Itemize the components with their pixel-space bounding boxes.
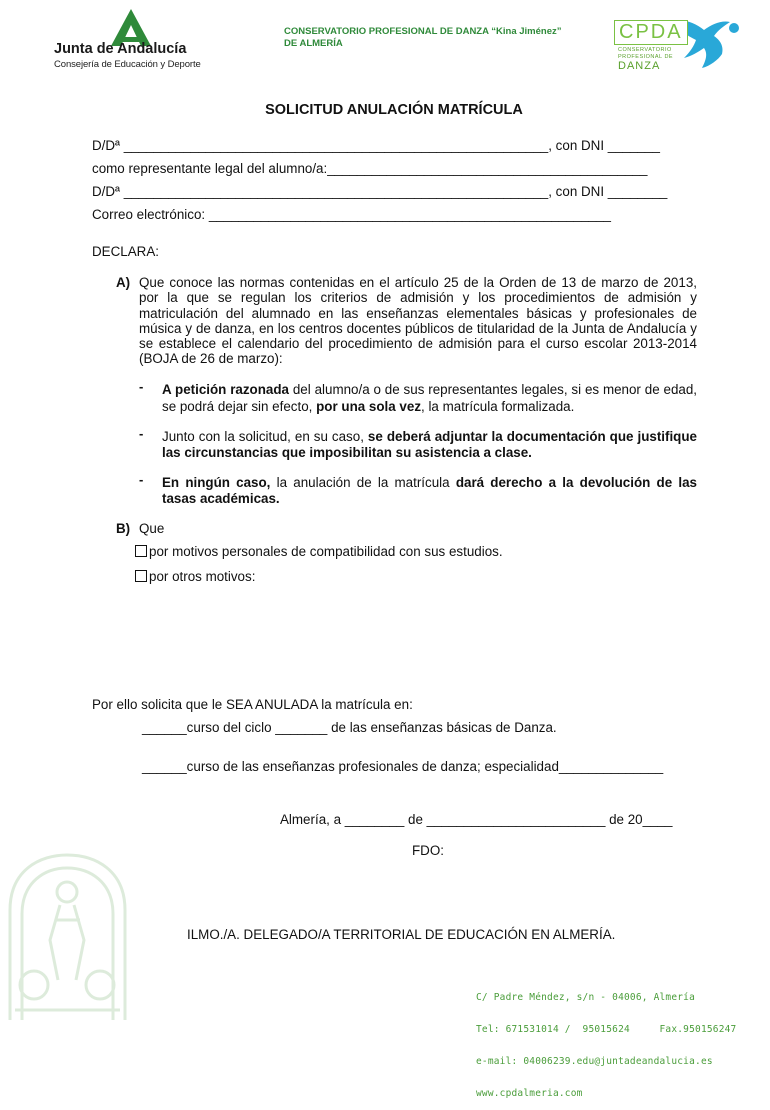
field-line-email[interactable]: Correo electrónico: ______________________________________________________ xyxy=(92,207,611,222)
field-line-legal-rep[interactable]: como representante legal del alumno/a:___________________________________________ xyxy=(92,161,648,176)
cpda-sub-3: DANZA xyxy=(618,60,661,72)
conservatory-header xyxy=(284,26,604,49)
declara-heading: DECLARA: xyxy=(92,244,159,259)
cpda-sub-2: PROFESIONAL DE xyxy=(618,54,674,60)
footer-phones: Tel: 671531014 / 95015624 Fax.950156247 xyxy=(476,1023,737,1035)
section-b-label: B) xyxy=(116,521,131,536)
bullet-3-text xyxy=(162,475,697,507)
junta-logo xyxy=(52,6,212,72)
org-subtitle: Consejería de Educación y Deporte xyxy=(54,59,201,70)
option-personal-label: por motivos personales de compatibilidad con sus estudios. xyxy=(149,544,503,559)
bullet-3-bold-c: dará derecho a la devolución de las tasas académicas. xyxy=(162,475,697,506)
field-line-name[interactable]: D/Dª _________________________________________________________, con DNI _______ xyxy=(92,138,660,153)
place-date-line[interactable]: Almería, a ________ de ________________________ de 20____ xyxy=(280,812,673,827)
cpda-logo-text: CPDA xyxy=(614,20,688,45)
bullet-1-bold-c: por una sola vez xyxy=(316,398,422,414)
section-a-text: Que conoce las normas contenidas en el artículo 25 de la Orden de 13 de marzo de 2013, por la que se regulan los criterios de admisión y los procedimientos de admisión y matriculación del alumnado en las enseñanzas elementales básicas y profesionales de música y de danza, en los centros docentes públicos de titularidad de la Junta de Andalucía y se establece el calendario del procedimiento de admisión para el curso escolar 2013-2014 (BOJA de 26 de marzo): xyxy=(139,275,697,367)
footer-web[interactable]: www.cpdalmeria.com xyxy=(476,1087,583,1099)
org-name: Junta de Andalucía xyxy=(54,41,187,57)
bullet-1-mark: - xyxy=(139,379,144,394)
request-line-professional[interactable]: ______curso de las enseñanzas profesionales de danza; especialidad______________ xyxy=(142,759,664,774)
cpda-sub-1: CONSERVATORIO xyxy=(618,47,672,53)
request-intro: Por ello solicita que le SEA ANULADA la matrícula en: xyxy=(92,697,413,712)
checkbox-other[interactable] xyxy=(135,570,147,582)
bullet-1-span-d: , la matrícula formalizada. xyxy=(421,398,575,414)
checkbox-personal[interactable] xyxy=(135,545,147,557)
section-a-label: A) xyxy=(116,275,131,290)
option-other-label: por otros motivos: xyxy=(149,569,256,584)
request-line-basic[interactable]: ______curso del ciclo _______ de las enseñanzas básicas de Danza. xyxy=(142,720,557,735)
bullet-1-span-b: del alumno/a o de sus representantes legales, si es menor de edad, se podrá dejar sin efecto, xyxy=(162,382,698,414)
conservatory-line1: CONSERVATORIO PROFESIONAL DE DANZA “Kina Jiménez” xyxy=(284,26,562,37)
bullet-1-text xyxy=(162,382,697,415)
cpda-logo xyxy=(614,16,742,70)
section-b-que: Que xyxy=(139,521,165,536)
signature-label: FDO: xyxy=(412,843,444,858)
option-other-reasons[interactable] xyxy=(135,569,255,585)
bullet-3-mark: - xyxy=(139,472,144,487)
page-title: SOLICITUD ANULACIÓN MATRÍCULA xyxy=(265,102,523,118)
bullet-3-bold-a: En ningún caso, xyxy=(162,475,271,490)
field-line-name-2[interactable]: D/Dª _________________________________________________________, con DNI ________ xyxy=(92,184,668,199)
bullet-2-span-a: Junto con la solicitud, en su caso, xyxy=(162,429,368,444)
footer-address: C/ Padre Méndez, s/n - 04006, Almería xyxy=(476,992,696,1004)
bullet-2-text xyxy=(162,429,697,460)
andalucia-coat-of-arms-icon xyxy=(0,850,135,1024)
bullet-2-bold-b: se deberá adjuntar la documentación que justifique las circunstancias que imposibilitan su asistencia a clase. xyxy=(162,429,697,460)
bullet-2-mark: - xyxy=(139,426,144,441)
option-personal-reasons[interactable] xyxy=(135,544,503,560)
bullet-3-span-b: la anulación de la matrícula xyxy=(270,475,456,490)
addressee: ILMO./A. DELEGADO/A TERRITORIAL DE EDUCACIÓN EN ALMERÍA. xyxy=(187,927,616,942)
footer-email[interactable]: e-mail: 04006239.edu@juntadeandalucia.es xyxy=(476,1055,713,1067)
cpda-logo-subtitle xyxy=(618,47,673,71)
conservatory-line2: DE ALMERÍA xyxy=(284,37,343,49)
bullet-1-bold-a: A petición razonada xyxy=(162,382,289,397)
footer-contact xyxy=(476,972,736,1110)
